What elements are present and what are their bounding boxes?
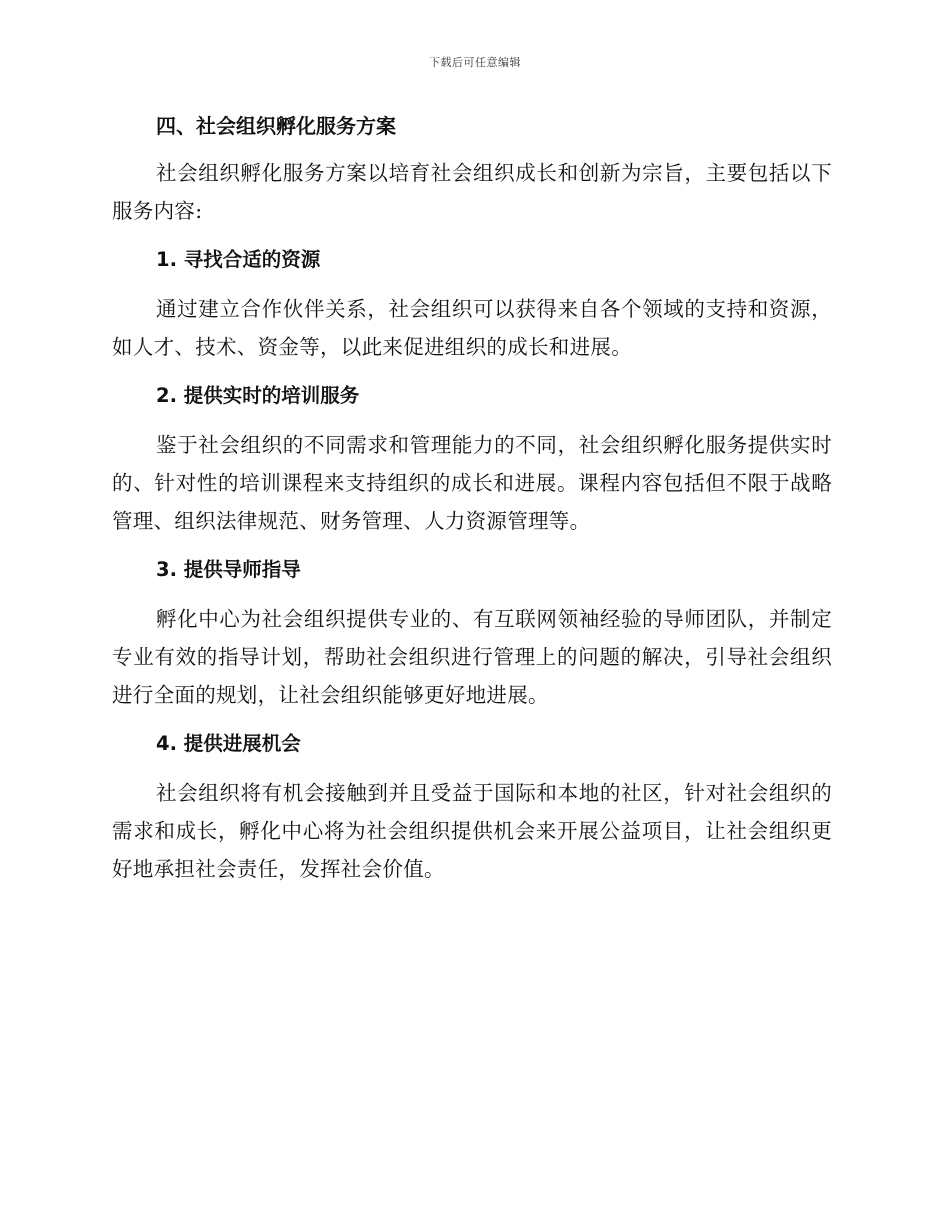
- item-2-title: 2. 提供实时的培训服务: [156, 384, 360, 407]
- item-3-title: 3. 提供导师指导: [156, 558, 301, 581]
- item-2-body: 鉴于社会组织的不同需求和管理能力的不同，社会组织孵化服务提供实时的、针对性的培训课程来支持组织的成长和进展。课程内容包括但不限于战略管理、组织法律规范、财务管理、人力资源管理等。: [112, 433, 832, 533]
- item-4-body: 社会组织将有机会接触到并且受益于国际和本地的社区，针对社会组织的需求和成长，孵化中心将为社会组织提供机会来开展公益项目，让社会组织更好地承担社会责任，发挥社会价值。: [112, 781, 832, 881]
- section-title: 四、社会组织孵化服务方案: [156, 114, 396, 138]
- section-intro: 社会组织孵化服务方案以培育社会组织成长和创新为宗旨，主要包括以下服务内容:: [112, 161, 832, 223]
- item-4-title: 4. 提供进展机会: [156, 732, 301, 755]
- item-1-title: 1. 寻找合适的资源: [156, 248, 321, 271]
- header-note: 下载后可任意编辑: [429, 56, 521, 69]
- document-content: [112, 108, 832, 900]
- item-1-body: 通过建立合作伙伴关系，社会组织可以获得来自各个领域的支持和资源，如人才、技术、资金等，以此来促进组织的成长和进展。: [112, 297, 832, 359]
- item-3-body: 孵化中心为社会组织提供专业的、有互联网领袖经验的导师团队，并制定专业有效的指导计划，帮助社会组织进行管理上的问题的解决，引导社会组织进行全面的规划，让社会组织能够更好地进展。: [112, 607, 832, 707]
